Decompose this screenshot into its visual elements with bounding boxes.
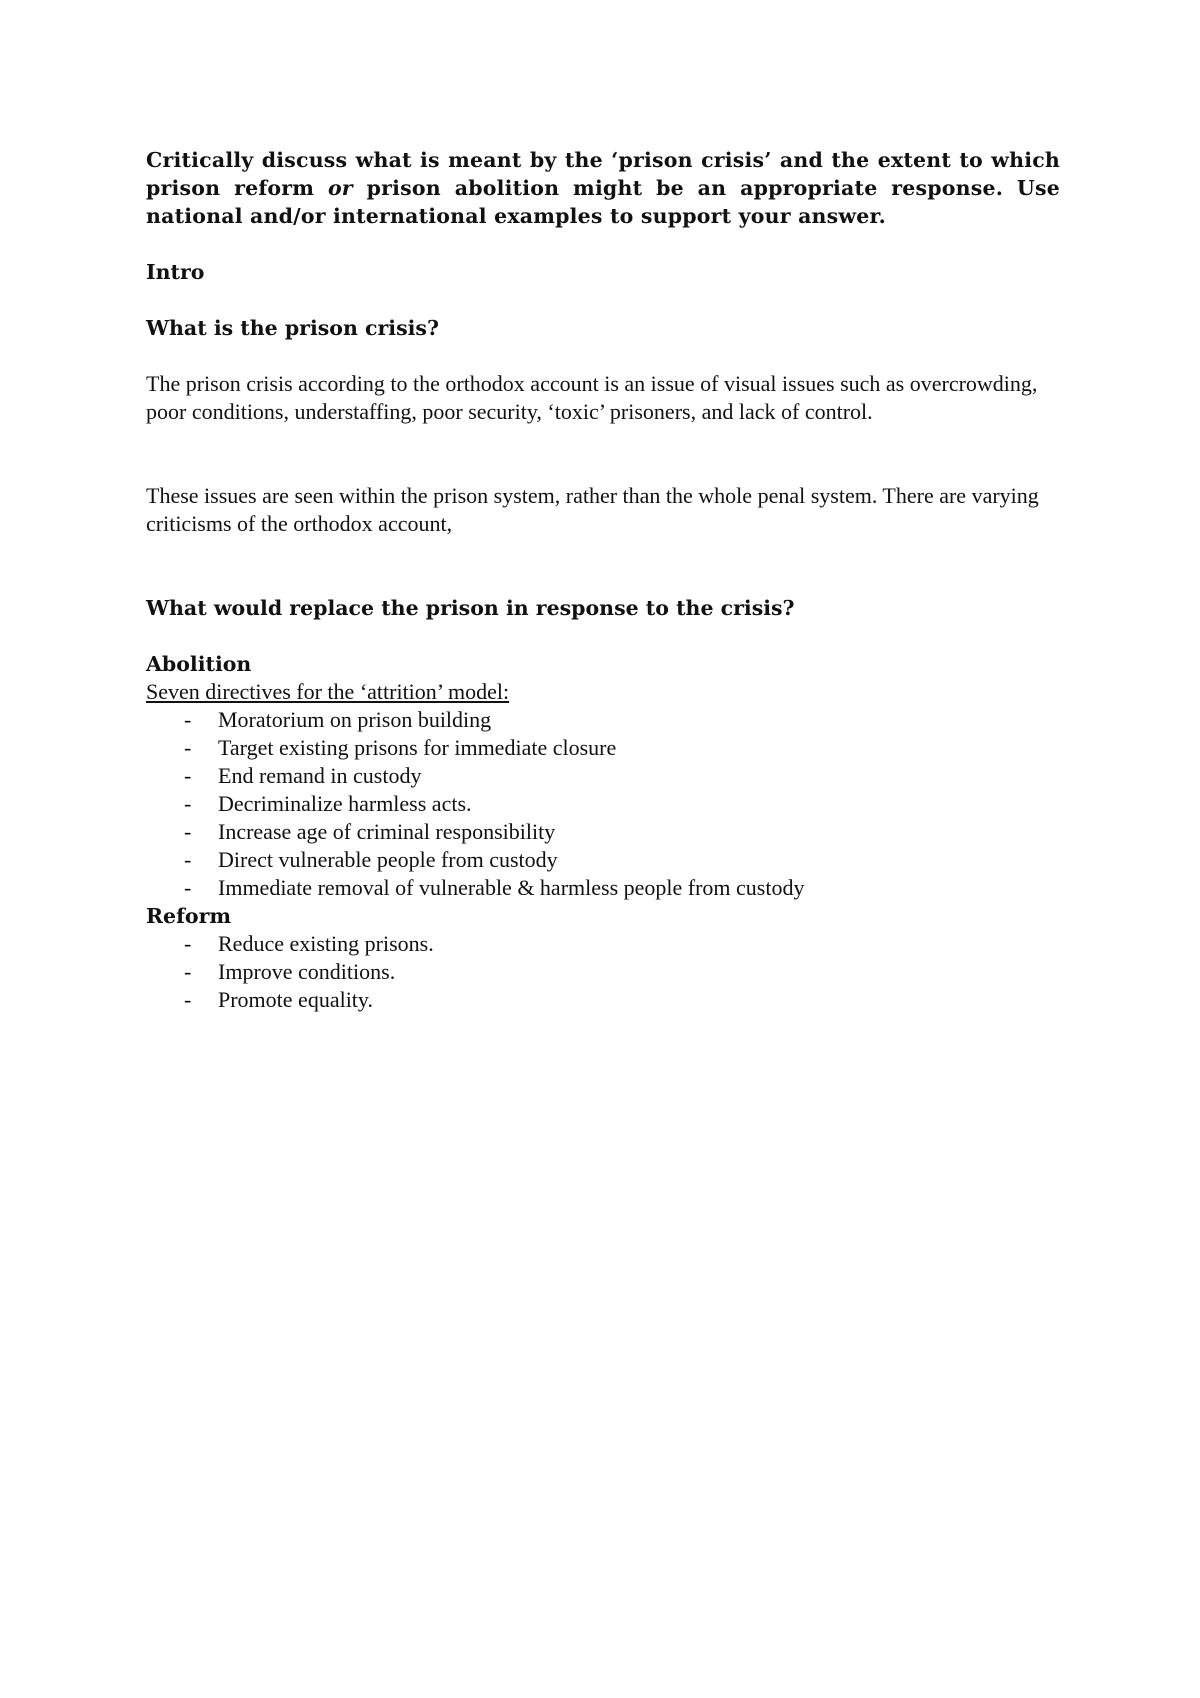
list-item: - Improve conditions. — [184, 959, 396, 984]
dash-marker: - — [184, 763, 192, 788]
abolition-heading: Abolition — [146, 652, 252, 676]
dash-marker: - — [184, 931, 192, 956]
reform-heading: Reform — [146, 904, 232, 928]
list-item: - Reduce existing prisons. — [184, 931, 434, 956]
question-emphasis: or — [327, 176, 353, 200]
question-part-2: prison abolition might be an appropriate response. Use national and/or international examples to support your answer. — [146, 176, 1060, 228]
dash-marker: - — [184, 791, 192, 816]
list-item: - Promote equality. — [184, 987, 373, 1012]
reform-list — [146, 930, 1060, 1014]
dash-marker: - — [184, 987, 192, 1012]
crisis-heading: What is the prison crisis? — [146, 316, 439, 340]
list-item: - Moratorium on prison building — [184, 707, 492, 732]
abolition-list — [146, 706, 1060, 902]
dash-marker: - — [184, 707, 192, 732]
question-part-1: Critically discuss what is meant by the ‘prison crisis’ and the extent to which prison reform — [146, 148, 1060, 200]
dash-marker: - — [184, 847, 192, 872]
list-item: - Target existing prisons for immediate closure — [184, 735, 617, 760]
list-item: - Decriminalize harmless acts. — [184, 791, 472, 816]
crisis-paragraph-1: The prison crisis according to the orthodox account is an issue of visual issues such as overcrowding, poor conditions, understaffing, poor security, ‘toxic’ prisoners, and lack of control. — [146, 371, 1038, 424]
dash-marker: - — [184, 959, 192, 984]
list-item: - Increase age of criminal responsibility — [184, 819, 556, 844]
list-item: - Immediate removal of vulnerable & harmless people from custody — [184, 875, 805, 900]
essay-question — [146, 146, 1060, 230]
dash-marker: - — [184, 735, 192, 760]
replace-heading: What would replace the prison in response to the crisis? — [146, 596, 795, 620]
list-item: - Direct vulnerable people from custody — [184, 847, 558, 872]
crisis-paragraph-2: These issues are seen within the prison system, rather than the whole penal system. There are varying criticisms of the orthodox account, — [146, 483, 1039, 536]
intro-heading: Intro — [146, 260, 205, 284]
document-page — [146, 146, 1060, 1014]
dash-marker: - — [184, 875, 192, 900]
list-item: - End remand in custody — [184, 763, 422, 788]
attrition-subheading: Seven directives for the ‘attrition’ model: — [146, 679, 510, 704]
dash-marker: - — [184, 819, 192, 844]
